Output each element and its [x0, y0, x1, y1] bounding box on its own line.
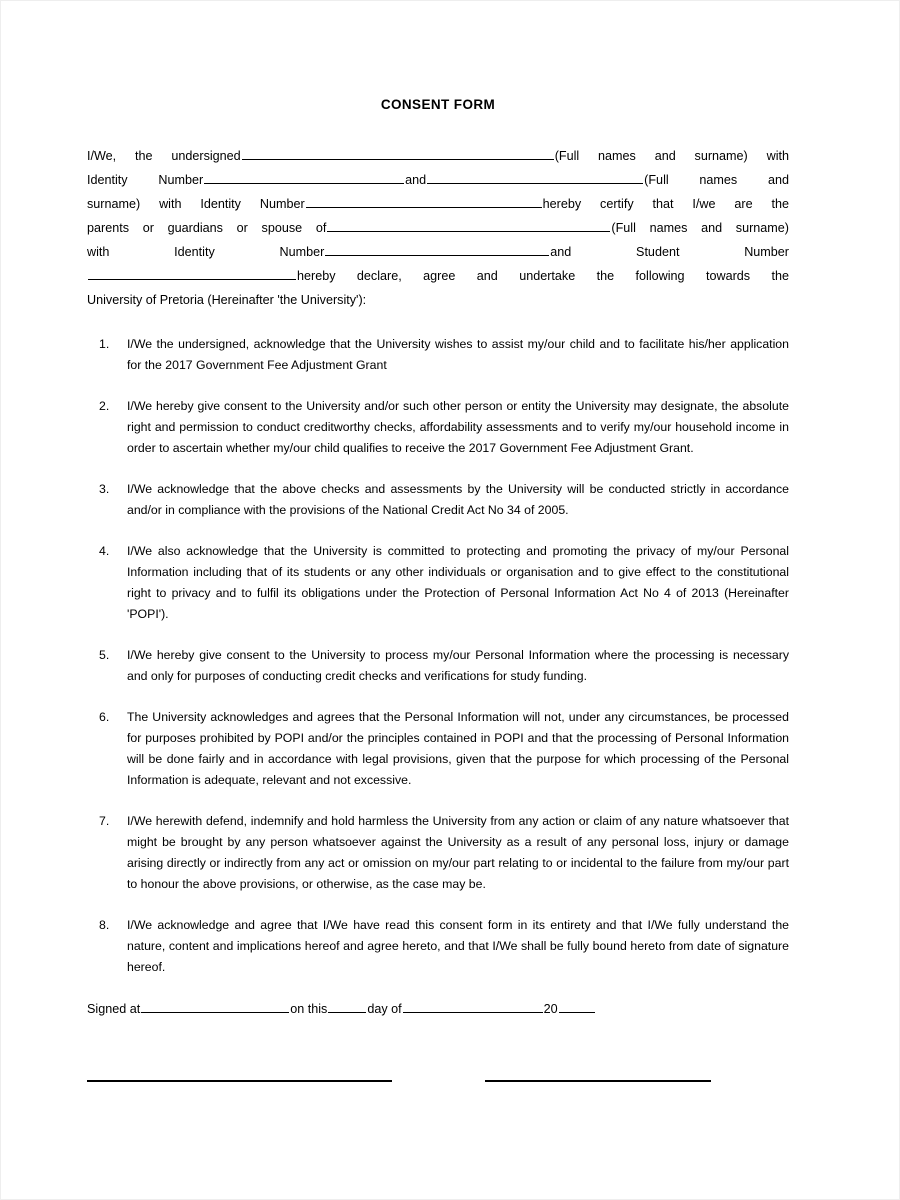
clause-item [87, 334, 789, 376]
full-names-blank-1[interactable] [242, 149, 554, 160]
intro-line-1 [87, 144, 789, 168]
clause-text: I/We acknowledge that the above checks and assessments by the University will be conducted strictly in accordance and/or in compliance with the provisions of the National Credit Act No 34 of 2005. [127, 482, 789, 518]
clause-item [87, 915, 789, 978]
page-title: CONSENT FORM [380, 97, 496, 112]
signed-at-place-blank[interactable] [141, 1002, 289, 1013]
clause-item [87, 479, 789, 521]
signature-lines [87, 1080, 789, 1104]
identity-number-blank-2[interactable] [306, 197, 542, 208]
clause-text: The University acknowledges and agrees that the Personal Information will not, under any circumstances, be processed for purposes prohibited by POPI and/or the principles contained in POPI and that the processing of Personal Information will be done fairly and in accordance with legal provisions, given that the purpose for which processing of the Personal Information is adequate, relevant and not excessive. [127, 710, 789, 788]
intro-line-2-text-a: Identity Number [87, 173, 204, 188]
signed-day-blank[interactable] [328, 1002, 366, 1013]
signature-line-right[interactable] [485, 1080, 711, 1082]
identity-number-blank-1[interactable] [204, 173, 404, 184]
intro-line-6-text-a: hereby declare, agree and undertake the following towards the [297, 269, 789, 284]
clause-number: 4. [99, 544, 110, 559]
signed-at-label: Signed at [87, 1002, 141, 1017]
intro-line-1-text-b: (Full names and surname) with [554, 149, 789, 164]
clause-item [87, 645, 789, 687]
on-this-label: on this [290, 1002, 328, 1017]
clause-number: 2. [99, 399, 110, 414]
intro-line-3-text-b: hereby certify that I/we are the [542, 197, 790, 212]
clause-item [87, 811, 789, 895]
clause-number: 7. [99, 814, 110, 829]
intro-line-5-text-a: with Identity Number [87, 245, 325, 260]
intro-line-3-text-a: surname) with Identity Number [87, 197, 305, 212]
intro-line-3 [87, 192, 789, 216]
clause-number: 8. [99, 918, 110, 933]
signed-at-row [87, 998, 789, 1020]
signed-month-blank[interactable] [403, 1002, 543, 1013]
clause-list [87, 334, 789, 978]
clause-number: 5. [99, 648, 110, 663]
clause-text: I/We hereby give consent to the University and/or such other person or entity the University may designate, the absolute right and permission to conduct creditworthy checks, affordability assessments and to verify my/our household income in order to ascertain whether my/our child qualifies to receive the 2017 Government Fee Adjustment Grant. [127, 399, 789, 456]
intro-line-6 [87, 264, 789, 288]
clause-text: I/We herewith defend, indemnify and hold harmless the University from any action or claim of any nature whatsoever that might be brought by any person whatsoever against the University as a result of any personal loss, injury or damage arising directly or indirectly from any act or omission on my/our part relating to or incidental to the failure from my/our part to honour the above provisions, or otherwise, as the case may be. [127, 814, 789, 892]
clause-text: I/We also acknowledge that the University is committed to protecting and promoting the privacy of my/our Personal Information including that of its students or any other individuals or organisation and to give effect to the constitutional right to privacy and to fulfil its obligations under the Protection of Personal Information Act No 4 of 2013 (Hereinafter 'POPI'). [127, 544, 789, 622]
clause-text: I/We acknowledge and agree that I/We have read this consent form in its entirety and that I/We fully understand the nature, content and implications hereof and agree hereto, and that I/We shall be fully bound hereto from date of signature hereof. [127, 918, 789, 975]
intro-line-2-text-c: (Full names and [644, 173, 789, 188]
clause-text: I/We hereby give consent to the University to process my/our Personal Information where the processing is necessary and only for purposes of conducting credit checks and verifications for study funding. [127, 648, 789, 684]
clause-number: 3. [99, 482, 110, 497]
intro-line-2-text-b: and [405, 173, 427, 188]
student-number-blank[interactable] [88, 269, 296, 280]
document-body [87, 1, 789, 1104]
child-full-names-blank[interactable] [327, 221, 610, 232]
intro-line-4-text-a: parents or guardians or spouse of [87, 221, 327, 236]
clause-item [87, 396, 789, 459]
intro-line-5-text-b: and Student Number [550, 245, 789, 260]
clause-text: I/We the undersigned, acknowledge that the University wishes to assist my/our child and to facilitate his/her application for the 2017 Government Fee Adjustment Grant [127, 337, 789, 373]
intro-line-4 [87, 216, 789, 240]
clause-item [87, 541, 789, 625]
day-of-label: day of [367, 1002, 402, 1017]
intro-line-1-text-a: I/We, the undersigned [87, 149, 241, 164]
intro-line-4-text-b: (Full names and surname) [611, 221, 789, 236]
clause-item [87, 707, 789, 791]
intro-line-5 [87, 240, 789, 264]
child-identity-number-blank[interactable] [325, 245, 549, 256]
clause-number: 1. [99, 337, 110, 352]
signed-year-blank[interactable] [559, 1002, 595, 1013]
signature-line-left[interactable] [87, 1080, 392, 1082]
intro-declaration [87, 144, 789, 312]
intro-line-2 [87, 168, 789, 192]
year-prefix: 20 [543, 1002, 558, 1017]
clause-number: 6. [99, 710, 110, 725]
full-names-blank-2[interactable] [427, 173, 643, 184]
intro-line-7: University of Pretoria (Hereinafter 'the University'): [87, 293, 367, 308]
